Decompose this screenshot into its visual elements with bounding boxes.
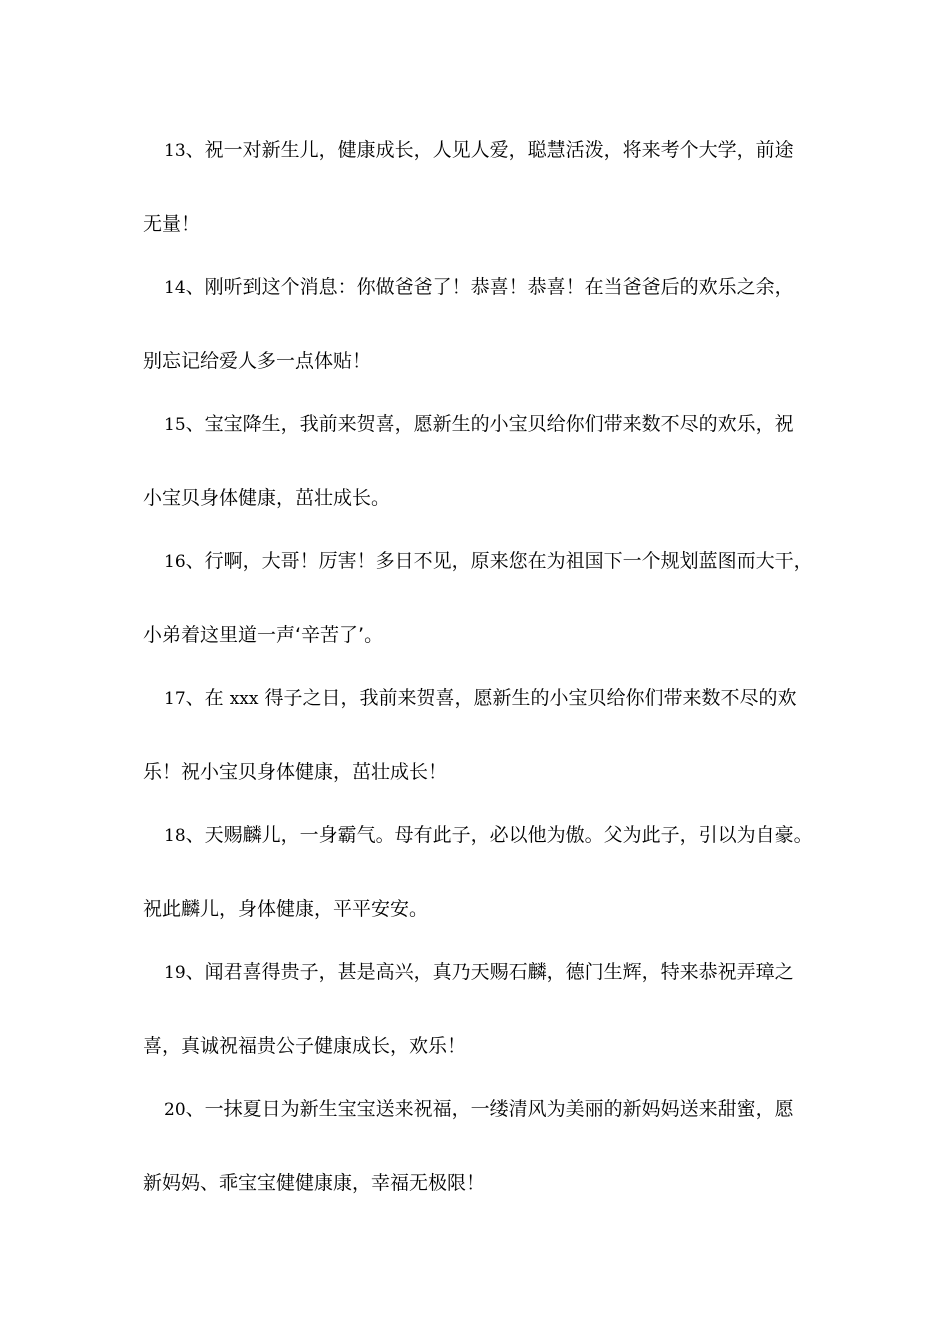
item-number: 18 <box>164 826 186 846</box>
paragraph-text: 、刚听到这个消息：你做爸爸了！恭喜！恭喜！在当爸爸后的欢乐之余， <box>185 276 794 298</box>
paragraph-line-1 <box>164 546 813 576</box>
paragraph-text: 、闻君喜得贵子，甚是高兴，真乃天赐石麟，德门生辉，特来恭祝弄璋之 <box>185 961 794 983</box>
paragraph-text: 、宝宝降生，我前来贺喜，愿新生的小宝贝给你们带来数不尽的欢乐，祝 <box>185 413 794 435</box>
paragraph-text: 、行啊，大哥！厉害！多日不见，原来您在为祖国下一个规划蓝图而大干， <box>185 550 813 572</box>
paragraph-line-2: 无量！ <box>143 213 201 235</box>
paragraph-line-1 <box>164 957 794 987</box>
paragraph-line-2: 新妈妈、乖宝宝健健康康，幸福无极限！ <box>143 1172 486 1194</box>
paragraph-text: 、天赐麟儿，一身霸气。母有此子，必以他为傲。父为此子，引以为自豪。 <box>185 824 813 846</box>
item-number: 20 <box>164 1100 186 1120</box>
paragraph-text: 、一抹夏日为新生宝宝送来祝福，一缕清风为美丽的新妈妈送来甜蜜，愿 <box>185 1098 794 1120</box>
paragraph-line-2: 小弟着这里道一声‘辛苦了’。 <box>143 624 384 646</box>
item-number: 16 <box>164 552 186 572</box>
paragraph-line-1 <box>164 1094 794 1124</box>
paragraph-line-2: 喜，真诚祝福贵公子健康成长，欢乐！ <box>143 1035 467 1057</box>
paragraph-text: 、祝一对新生儿，健康成长，人见人爱，聪慧活泼，将来考个大学，前途 <box>185 139 794 161</box>
item-number: 17 <box>164 689 186 709</box>
paragraph-line-1 <box>164 820 813 850</box>
item-number: 14 <box>164 278 186 298</box>
paragraph-text: 、在 <box>185 687 230 709</box>
paragraph-line-2: 祝此麟儿，身体健康，平平安安。 <box>143 898 429 920</box>
paragraph-line-2: 乐！祝小宝贝身体健康，茁壮成长！ <box>143 761 448 783</box>
item-number: 19 <box>164 963 186 983</box>
placeholder-name: xxx <box>229 689 259 709</box>
item-number: 15 <box>164 415 186 435</box>
paragraph-text: 得子之日，我前来贺喜，愿新生的小宝贝给你们带来数不尽的欢 <box>258 687 797 709</box>
paragraph-line-1 <box>164 272 794 302</box>
item-number: 13 <box>164 141 186 161</box>
paragraph-line-1 <box>164 409 794 439</box>
paragraph-line-2: 别忘记给爱人多一点体贴！ <box>143 350 372 372</box>
paragraph-line-2: 小宝贝身体健康，茁壮成长。 <box>143 487 391 509</box>
paragraph-line-1 <box>164 135 794 165</box>
paragraph-line-1 <box>164 683 797 713</box>
